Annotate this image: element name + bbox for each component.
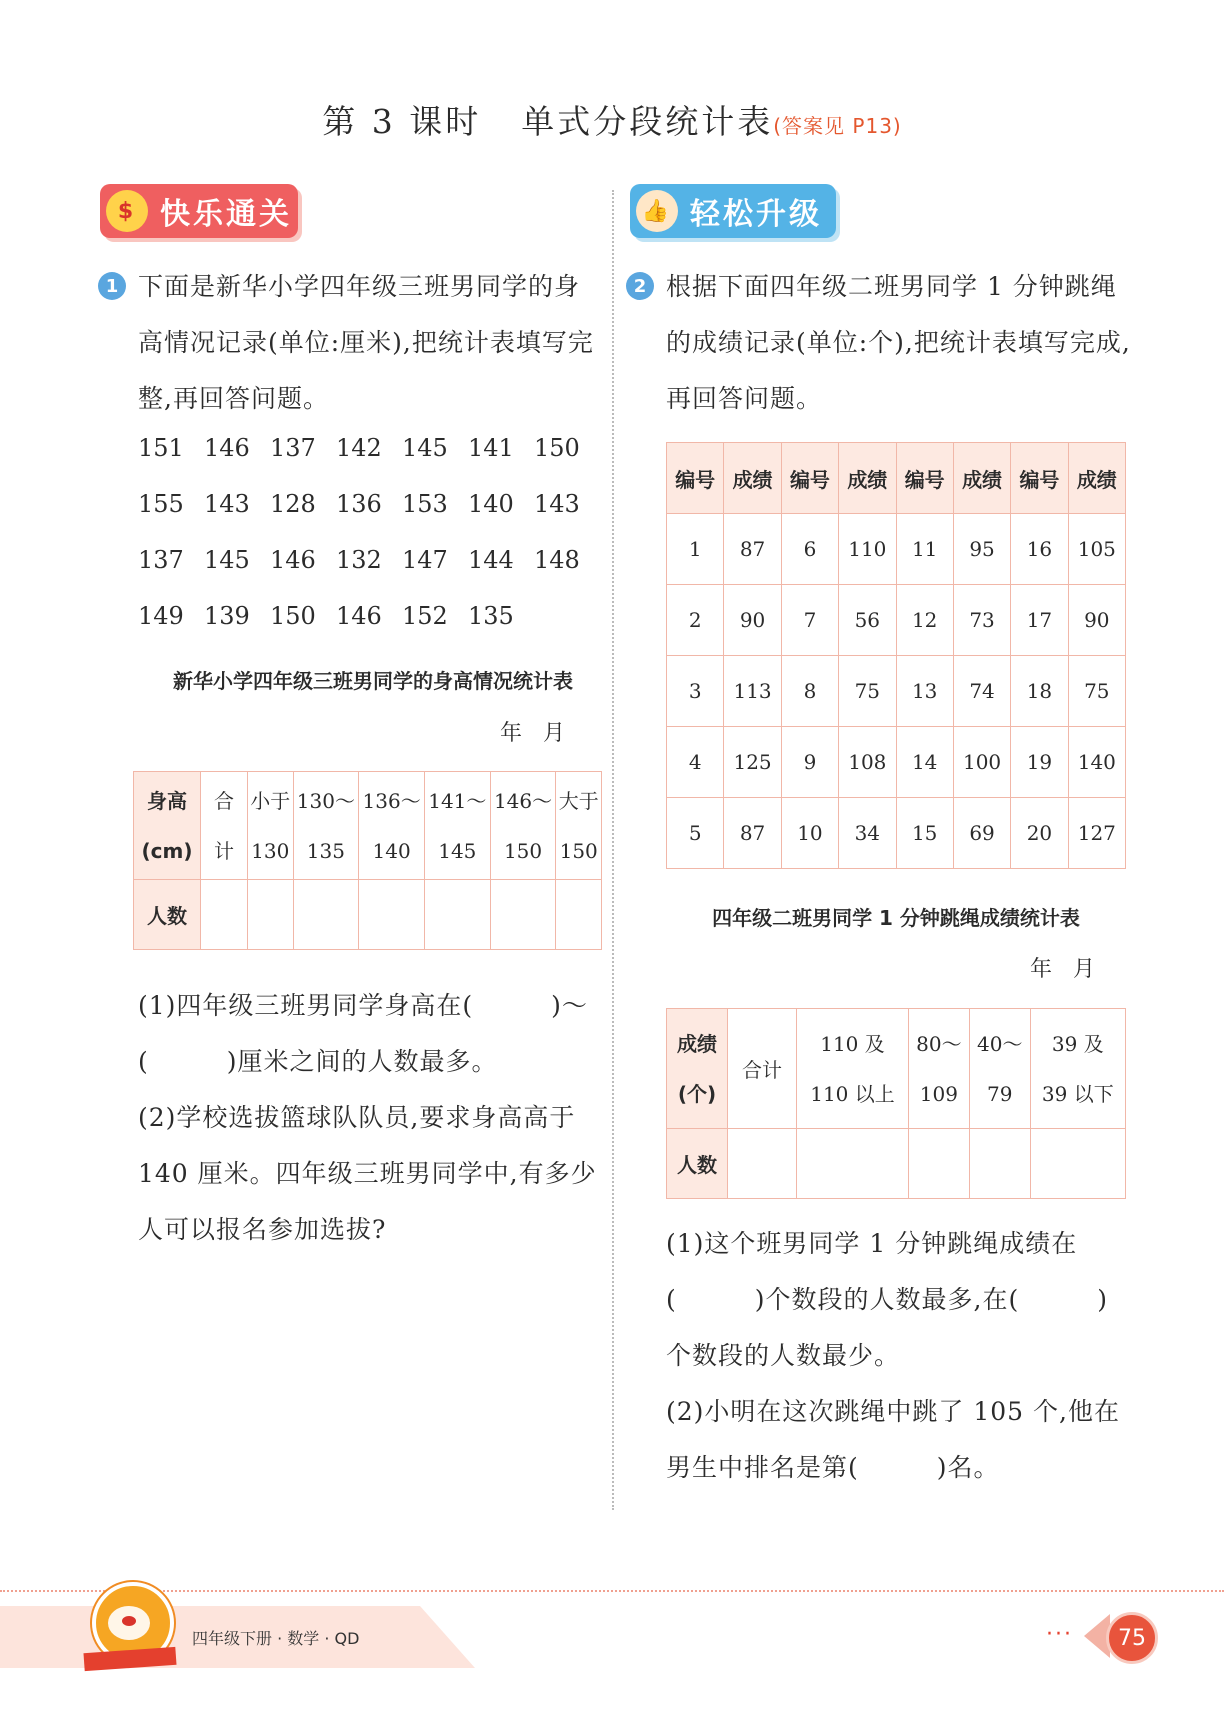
table-2-date: 年 月 bbox=[1030, 957, 1095, 982]
height-value: 150 bbox=[270, 602, 316, 630]
table-2-title: 四年级二班男同学 1 分钟跳绳成绩统计表 bbox=[712, 906, 1080, 930]
count-label: 人数 bbox=[134, 880, 201, 950]
height-value: 153 bbox=[402, 490, 448, 518]
answer-reference: (答案见 P13) bbox=[773, 114, 902, 138]
section-badge-kuaile bbox=[100, 184, 298, 238]
section-badge-label: 轻松升级 bbox=[690, 197, 822, 232]
table-row: 3 113 8 75 13 74 18 75 bbox=[667, 656, 1126, 727]
height-value: 143 bbox=[534, 490, 580, 518]
height-value: 135 bbox=[468, 602, 514, 630]
height-value: 141 bbox=[468, 434, 514, 462]
question-2-text: 根据下面四年级二班男同学 1 分钟跳绳的成绩记录(单位:个),把统计表填写完成,再回答问题。 bbox=[666, 272, 1131, 413]
height-value: 136 bbox=[336, 490, 382, 518]
footer-dotted-line bbox=[0, 1590, 1224, 1592]
answer-cell[interactable] bbox=[908, 1129, 969, 1199]
answer-cell[interactable] bbox=[728, 1129, 797, 1199]
column-divider bbox=[612, 190, 614, 1510]
height-value: 152 bbox=[402, 602, 448, 630]
thumbs-up-icon: 👍 bbox=[636, 190, 678, 232]
question-2-part-2: (2)小明在这次跳绳中跳了 105 个,他在男生中排名是第( )名。 bbox=[666, 1397, 1120, 1482]
mascot-nose bbox=[122, 1616, 136, 1626]
table-row: 4 125 9 108 14 100 19 140 bbox=[667, 727, 1126, 798]
table-row-header: 身高 (cm) bbox=[134, 772, 201, 880]
answer-cell[interactable] bbox=[490, 880, 556, 950]
page-dots: ··· bbox=[1046, 1622, 1073, 1647]
height-value: 148 bbox=[534, 546, 580, 574]
height-value: 146 bbox=[270, 546, 316, 574]
answer-cell[interactable] bbox=[797, 1129, 909, 1199]
question-1-text: 下面是新华小学四年级三班男同学的身高情况记录(单位:厘米),把统计表填写完整,再回答问题。 bbox=[138, 272, 594, 413]
height-row bbox=[138, 434, 608, 490]
answer-cell[interactable] bbox=[293, 880, 359, 950]
table-1-date: 年 月 bbox=[500, 721, 565, 746]
count-label: 人数 bbox=[667, 1129, 728, 1199]
question-1-part-1: (1)四年级三班男同学身高在( )～( )厘米之间的人数最多。 bbox=[138, 991, 588, 1076]
answer-cell[interactable] bbox=[556, 880, 602, 950]
height-value: 146 bbox=[336, 602, 382, 630]
total-header: 合 计 bbox=[201, 772, 248, 880]
range-header: 大于 150 bbox=[556, 772, 602, 880]
lesson-number: 第 3 课时 bbox=[322, 102, 482, 141]
height-value: 128 bbox=[270, 490, 316, 518]
answer-cell[interactable] bbox=[424, 880, 490, 950]
question-number-2: 2 bbox=[626, 272, 654, 300]
answer-cell[interactable] bbox=[248, 880, 294, 950]
book-info: 四年级下册 · 数学 · QD bbox=[192, 1629, 360, 1648]
range-header: 80～ 109 bbox=[908, 1009, 969, 1129]
section-badge-label: 快乐通关 bbox=[160, 197, 292, 232]
height-value: 132 bbox=[336, 546, 382, 574]
question-2-part-1: (1)这个班男同学 1 分钟跳绳成绩在( )个数段的人数最多,在( )个数段的人数最少。 bbox=[666, 1229, 1108, 1370]
height-row bbox=[138, 490, 608, 546]
question-number-1: 1 bbox=[98, 272, 126, 300]
height-value: 147 bbox=[402, 546, 448, 574]
height-value: 137 bbox=[270, 434, 316, 462]
height-row bbox=[138, 602, 608, 658]
height-value: 145 bbox=[204, 546, 250, 574]
range-header: 141～ 145 bbox=[424, 772, 490, 880]
range-header: 110 及 110 以上 bbox=[797, 1009, 909, 1129]
question-1-part-2: (2)学校选拔篮球队队员,要求身高高于 140 厘米。四年级三班男同学中,有多少人可以报名参加选拔? bbox=[138, 1103, 597, 1244]
total-header: 合计 bbox=[728, 1009, 797, 1129]
height-value: 151 bbox=[138, 434, 184, 462]
section-badge-qingsong bbox=[630, 184, 836, 238]
question-2-subquestions bbox=[666, 1216, 1132, 1496]
table-1-title: 新华小学四年级三班男同学的身高情况统计表 bbox=[173, 669, 573, 693]
answer-cell[interactable] bbox=[359, 880, 425, 950]
height-records bbox=[138, 434, 608, 658]
table-header-row: 编号 成绩 编号 成绩 编号 成绩 编号 成绩 bbox=[667, 443, 1126, 514]
height-value: 142 bbox=[336, 434, 382, 462]
height-value: 150 bbox=[534, 434, 580, 462]
range-header: 136～ 140 bbox=[359, 772, 425, 880]
range-header: 40～ 79 bbox=[969, 1009, 1030, 1129]
table-row: 5 87 10 34 15 69 20 127 bbox=[667, 798, 1126, 869]
range-header: 146～ 150 bbox=[490, 772, 556, 880]
height-value: 146 bbox=[204, 434, 250, 462]
range-header: 小于 130 bbox=[248, 772, 294, 880]
height-value: 140 bbox=[468, 490, 514, 518]
height-row bbox=[138, 546, 608, 602]
height-value: 145 bbox=[402, 434, 448, 462]
height-value: 144 bbox=[468, 546, 514, 574]
lesson-title: 单式分段统计表 bbox=[521, 102, 774, 141]
table-row: 1 87 6 110 11 95 16 105 bbox=[667, 514, 1126, 585]
page-number: 75 bbox=[1106, 1612, 1158, 1664]
range-header: 39 及 39 以下 bbox=[1030, 1009, 1125, 1129]
height-value: 149 bbox=[138, 602, 184, 630]
table-row: 2 90 7 56 12 73 17 90 bbox=[667, 585, 1126, 656]
height-value: 155 bbox=[138, 490, 184, 518]
height-stat-table bbox=[133, 771, 602, 950]
jump-rope-record-table bbox=[666, 442, 1126, 869]
height-value: 143 bbox=[204, 490, 250, 518]
answer-cell[interactable] bbox=[201, 880, 248, 950]
lightbulb-icon: $ bbox=[106, 190, 148, 232]
range-header: 130～ 135 bbox=[293, 772, 359, 880]
table-row-header: 成绩 (个) bbox=[667, 1009, 728, 1129]
answer-cell[interactable] bbox=[1030, 1129, 1125, 1199]
answer-cell[interactable] bbox=[969, 1129, 1030, 1199]
question-1-subquestions bbox=[138, 978, 604, 1258]
page-title bbox=[0, 96, 1224, 143]
height-value: 137 bbox=[138, 546, 184, 574]
jump-rope-stat-table bbox=[666, 1008, 1126, 1199]
height-value: 139 bbox=[204, 602, 250, 630]
